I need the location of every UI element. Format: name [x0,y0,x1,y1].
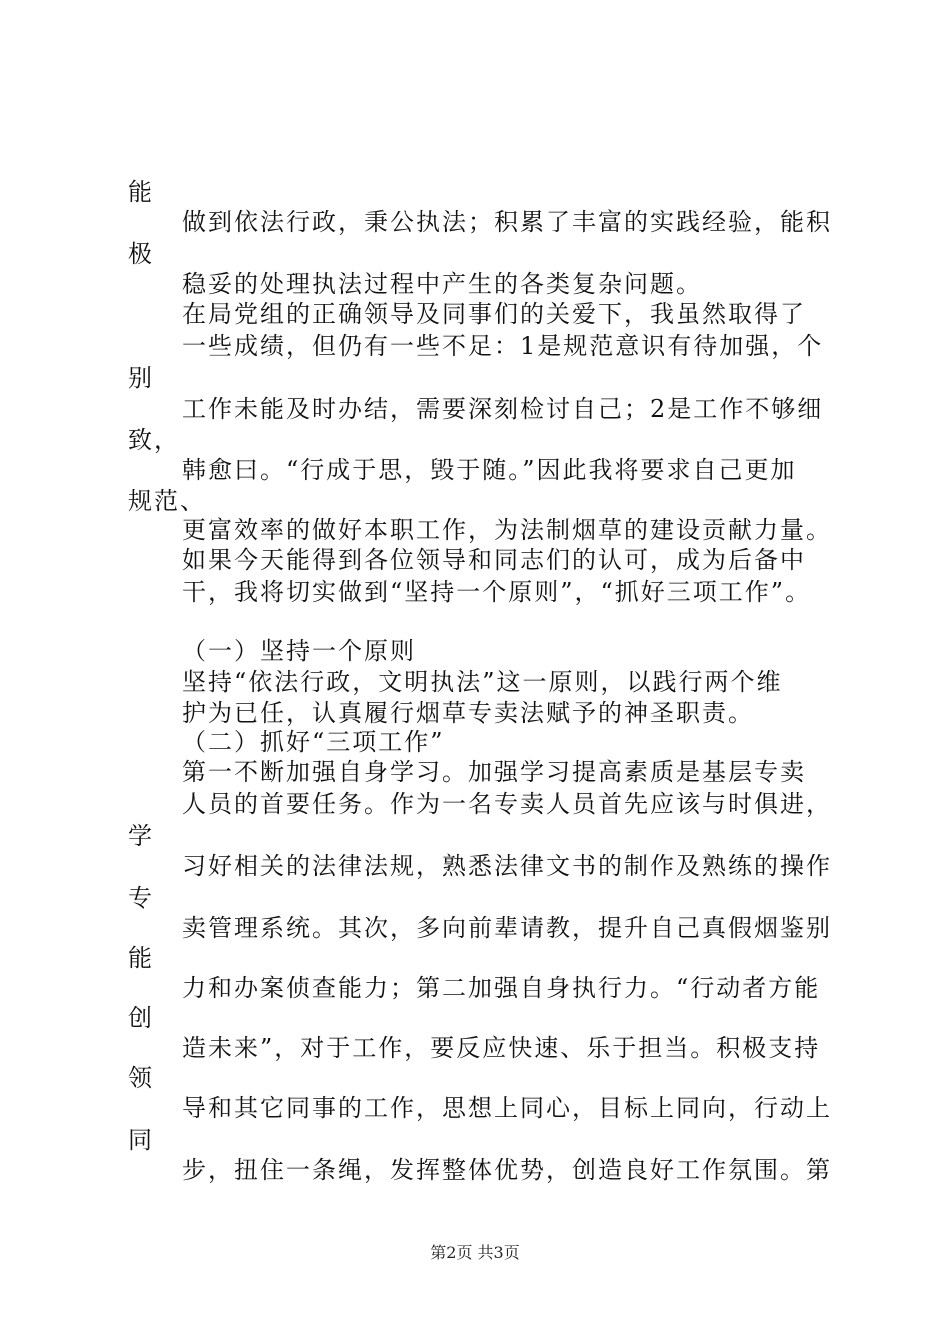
text-line: 稳妥的处理执法过程中产生的各类复杂问题。 [182,270,702,298]
text-line: 能 [128,944,154,972]
text-line: 领 [128,1064,154,1092]
text-line: 人员的首要任务。作为一名专卖人员首先应该与时俱进， [182,790,832,818]
text-line: 坚持“依法行政，文明执法”这一原则，以践行两个维 [182,668,783,696]
text-line: 力和办案侦查能力；第二加强自身执行力。“行动者方能 [182,974,821,1002]
text-line: 做到依法行政，秉公执法；积累了丰富的实践经验，能积 [182,208,832,236]
text-line: 规范、 [128,487,206,515]
page-number-footer: 第2页 共3页 [430,1243,520,1262]
text-line: 专 [128,884,154,912]
text-line: 创 [128,1004,154,1032]
text-line: 学 [128,822,154,850]
text-line: 同 [128,1126,154,1154]
section-heading: （二）抓好“三项工作” [182,728,445,756]
text-line: 韩愈曰。“行成于思，毁于随。”因此我将要求自己更加 [182,456,797,484]
text-line: 极 [128,240,154,268]
text-line: 一些成绩，但仍有一些不足：1是规范意识有待加强，个 [182,332,824,360]
text-line: 护为已任，认真履行烟草专卖法赋予的神圣职责。 [182,699,754,727]
text-line: 干，我将切实做到“坚持一个原则”，“抓好三项工作”。 [182,578,812,606]
text-line: 第一不断加强自身学习。加强学习提高素质是基层专卖 [182,758,806,786]
text-line: 致， [128,426,180,454]
text-line: 更富效率的做好本职工作，为法制烟草的建设贡献力量。 [182,516,832,544]
text-line: 在局党组的正确领导及同事们的关爱下，我虽然取得了 [182,300,806,328]
text-line: 能 [128,178,154,206]
text-line: 步，扭住一条绳，发挥整体优势，创造良好工作氛围。第 [182,1156,832,1184]
text-line: 造未来”，对于工作，要反应快速、乐于担当。积极支持 [182,1034,821,1062]
text-line: 卖管理系统。其次，多向前辈请教，提升自己真假烟鉴别 [182,914,832,942]
text-line: 习好相关的法律法规，熟悉法律文书的制作及熟练的操作 [182,852,832,880]
text-line: 别 [128,364,154,392]
text-line: 导和其它同事的工作，思想上同心，目标上同向，行动上 [182,1094,832,1122]
section-heading: （一）坚持一个原则 [182,637,416,665]
text-line: 工作未能及时办结，需要深刻检讨自己；2是工作不够细 [182,395,824,423]
text-line: 如果今天能得到各位领导和同志们的认可，成为后备中 [182,546,806,574]
